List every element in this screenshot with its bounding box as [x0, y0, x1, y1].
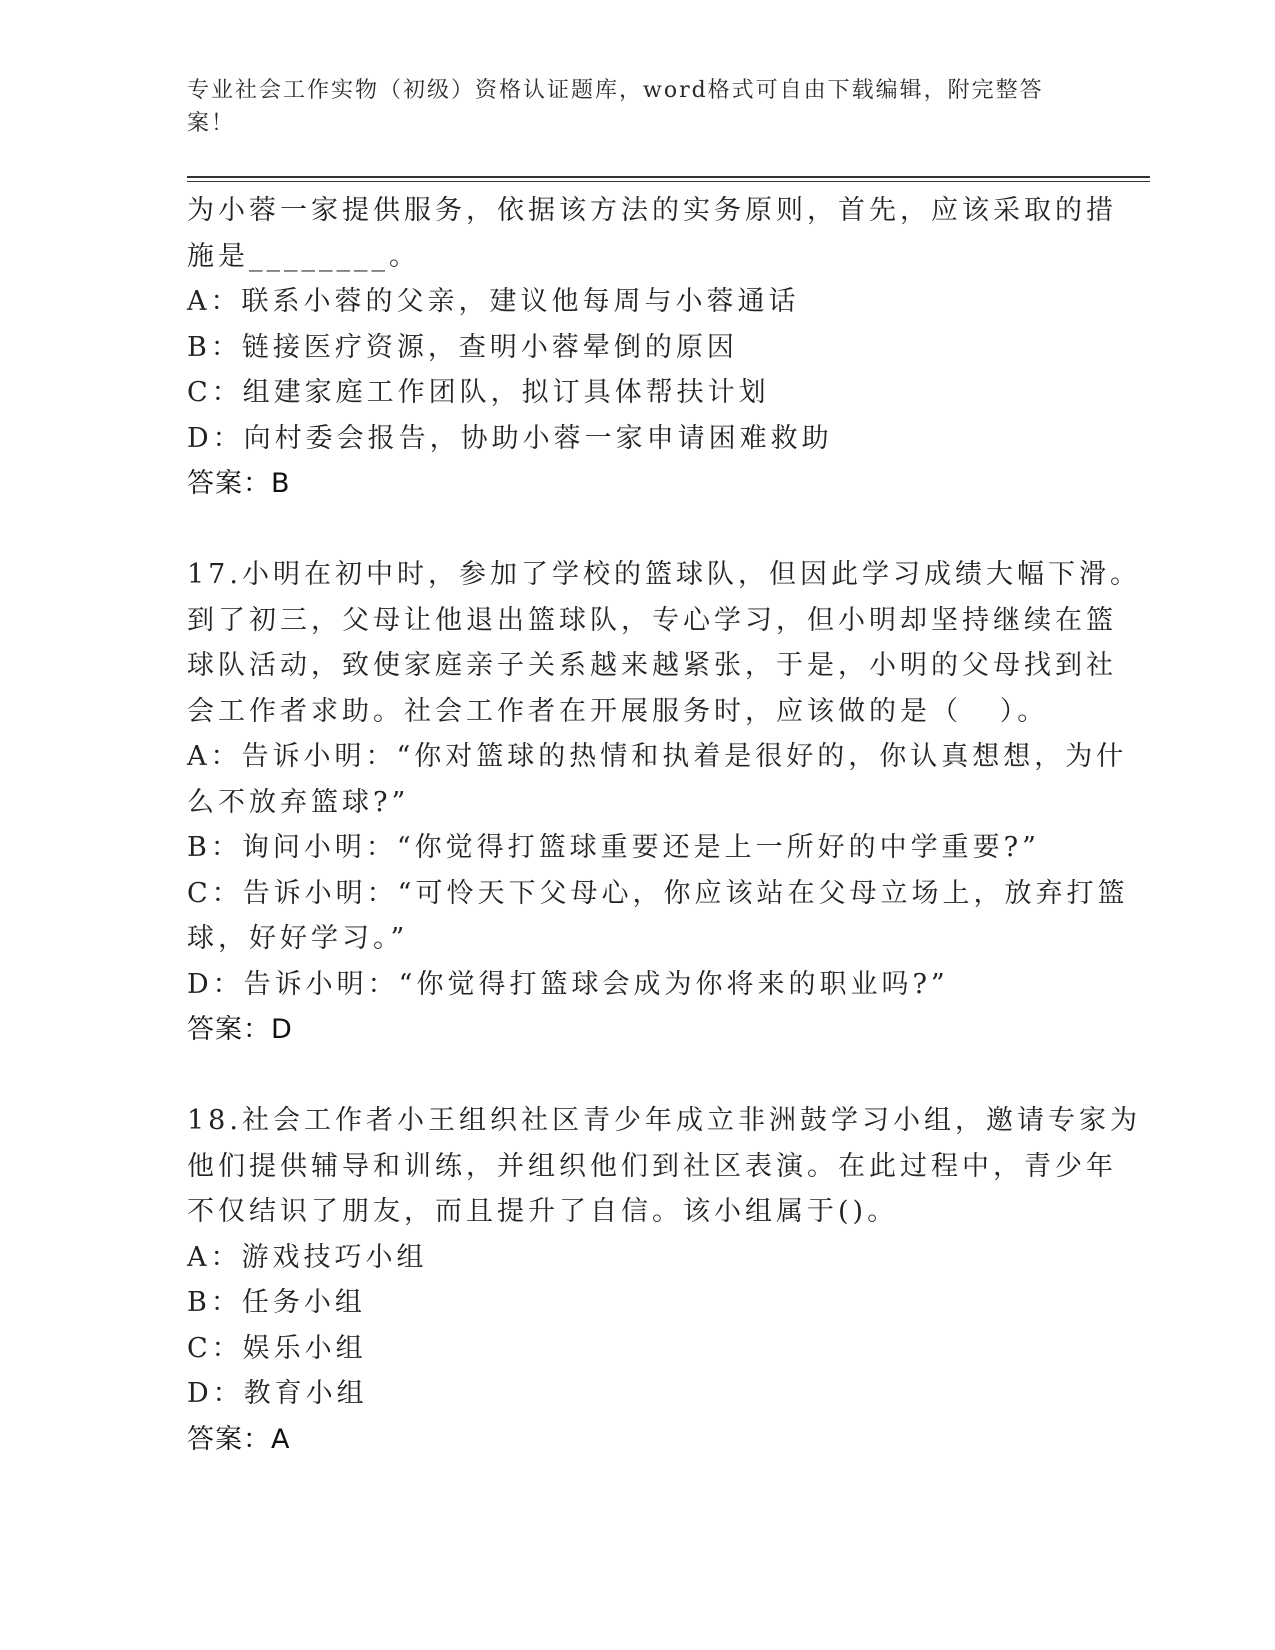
- question-16: [187, 188, 1117, 507]
- question-17: [187, 552, 1141, 1053]
- header-rule-thin: [187, 181, 1150, 182]
- question-stem-line: 会工作者求助。社会工作者在开展服务时，应该做的是（ ）。: [187, 695, 1049, 727]
- spacer: [187, 507, 1067, 553]
- question-stem-line: 施是________。: [187, 240, 420, 272]
- option-a-continued: 么不放弃篮球?”: [187, 786, 410, 818]
- option-a: A：联系小蓉的父亲，建议他每周与小蓉通话: [187, 286, 800, 317]
- answer-label: 答案：A: [187, 1423, 291, 1455]
- question-18: [187, 1098, 1141, 1462]
- option-c: C：娱乐小组: [187, 1332, 367, 1364]
- question-stem-line: 球队活动，致使家庭亲子关系越来越紧张，于是，小明的父母找到社: [187, 650, 1117, 681]
- option-c: C：告诉小明：“可怜天下父母心，你应该站在父母立场上，放弃打篮: [187, 877, 1129, 909]
- document-header: [187, 74, 1067, 140]
- option-a: A：游戏技巧小组: [187, 1241, 428, 1273]
- option-d: D：向村委会报告，协助小蓉一家申请困难救助: [187, 422, 833, 454]
- header-rule-thick: [187, 176, 1150, 178]
- option-d: D：告诉小明：“你觉得打篮球会成为你将来的职业吗?”: [187, 968, 949, 1000]
- option-a: A：告诉小明：“你对篮球的热情和执着是很好的，你认真想想，为什: [187, 741, 1128, 772]
- option-d: D：教育小组: [187, 1378, 368, 1409]
- option-b: B：询问小明：“你觉得打篮球重要还是上一所好的中学重要?”: [187, 832, 1040, 863]
- answer-label: 答案：D: [187, 1014, 293, 1045]
- spacer: [187, 1053, 1067, 1099]
- question-stem-line: 17.小明在初中时，参加了学校的篮球队，但因此学习成绩大幅下滑。: [187, 559, 1141, 590]
- question-stem-line: 为小蓉一家提供服务，依据该方法的实务原则，首先，应该采取的措: [187, 195, 1117, 226]
- option-c-continued: 球，好好学习。”: [187, 923, 409, 954]
- option-b: B：任务小组: [187, 1287, 366, 1318]
- option-b: B：链接医疗资源，查明小蓉晕倒的原因: [187, 331, 738, 363]
- header-line-1: 专业社会工作实物（初级）资格认证题库，word格式可自由下载编辑，附完整答: [187, 78, 1044, 103]
- question-stem-line: 18.社会工作者小王组织社区青少年成立非洲鼓学习小组，邀请专家为: [187, 1105, 1141, 1136]
- document-body: [187, 188, 1141, 1462]
- option-c: C：组建家庭工作团队，拟订具体帮扶计划: [187, 377, 770, 408]
- question-stem-line: 不仅结识了朋友，而且提升了自信。该小组属于()。: [187, 1196, 899, 1227]
- answer-label: 答案：B: [187, 468, 291, 499]
- question-stem-line: 他们提供辅导和训练，并组织他们到社区表演。在此过程中，青少年: [187, 1150, 1117, 1182]
- header-line-2: 案！: [187, 111, 236, 136]
- question-stem-line: 到了初三，父母让他退出篮球队，专心学习，但小明却坚持继续在篮: [187, 604, 1117, 636]
